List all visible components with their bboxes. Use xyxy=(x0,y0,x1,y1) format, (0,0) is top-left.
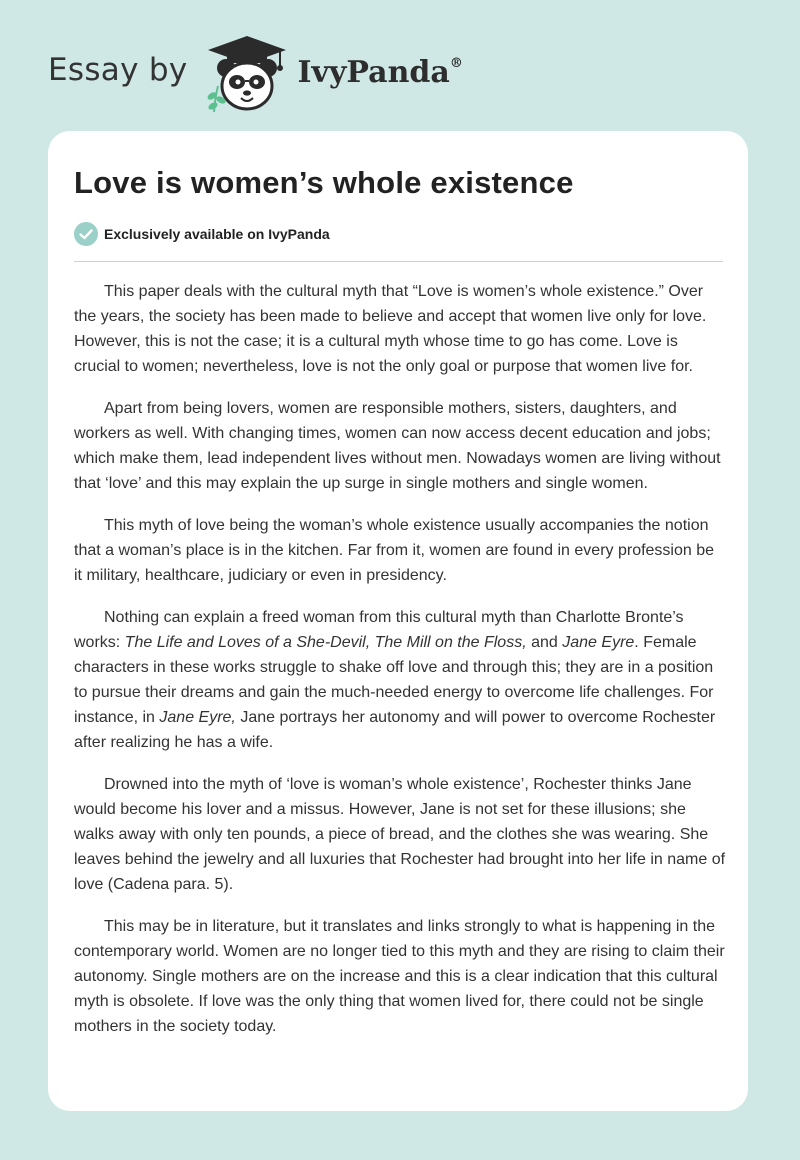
exclusive-badge xyxy=(74,222,330,246)
book-title: Jane Eyre, xyxy=(159,709,236,726)
book-title: Jane Eyre xyxy=(562,634,635,651)
site-header xyxy=(48,34,463,114)
paragraph-6: This may be in literature, but it translates and links strongly to what is happening in the contemporary world. Women are no longer tied to this myth and they are rising to claim their autonomy. Single mothers are on the increase and this is a clear indication that this cultural myth is obsolete. If love was the only thing that women lived for, there could not be single mothers in the society today. xyxy=(74,918,725,1035)
book-title: The Life and Loves of a She-Devil, The Mill on the Floss, xyxy=(124,634,527,651)
paragraph-2: Apart from being lovers, women are responsible mothers, sisters, daughters, and workers as well. With changing times, women can now access decent education and jobs; which make them, lead independent lives without men. Nowadays women are living without that ‘love’ and this may explain the up surge in single mothers and single women. xyxy=(74,400,721,492)
registered-mark: ® xyxy=(449,55,463,71)
check-circle-icon xyxy=(74,222,98,246)
essay-title: Love is women’s whole existence xyxy=(74,165,574,200)
divider xyxy=(74,261,723,262)
essay-card xyxy=(48,131,748,1111)
panda-graduate-icon xyxy=(202,34,292,114)
brand-name: IvyPanda® xyxy=(297,54,463,90)
paragraph-1: This paper deals with the cultural myth that “Love is women’s whole existence.” Over the years, the society has been made to believe and accept that women live only for love. However, this is not the case; it is a cultural myth whose time to go has come. Love is crucial to women; nevertheless, love is not the only goal or purpose that women live for. xyxy=(74,283,707,375)
paragraph-5: Drowned into the myth of ‘love is woman’s whole existence’, Rochester thinks Jane would become his lover and a missus. However, Jane is not set for these illusions; she walks away with only ten pounds, a piece of bread, and the clothes she was wearing. She leaves behind the jewelry and all luxuries that Rochester had brought into her life in name of love (Cadena para. 5). xyxy=(74,776,726,893)
paragraph-4: Nothing can explain a freed woman from this cultural myth than Charlotte Bronte’s works: The Life and Loves of a She-Devil, The Mill on the Floss, and Jane Eyre. Female characters in these works struggle to shake off love and through this; they are in a position to pursue their dreams and gain the much-needed energy to overcome life challenges. For instance, in Jane Eyre, Jane portrays her autonomy and will power to overcome Rochester after realizing he has a wife. xyxy=(74,609,716,751)
paragraph-3: This myth of love being the woman’s whole existence usually accompanies the notion that a woman’s place is in the kitchen. Far from it, women are found in every profession be it military, healthcare, judiciary or even in presidency. xyxy=(74,517,715,584)
essay-by-label: Essay by xyxy=(48,52,188,88)
exclusive-badge-label: Exclusively available on IvyPanda xyxy=(104,226,330,242)
essay-body xyxy=(74,279,726,1056)
